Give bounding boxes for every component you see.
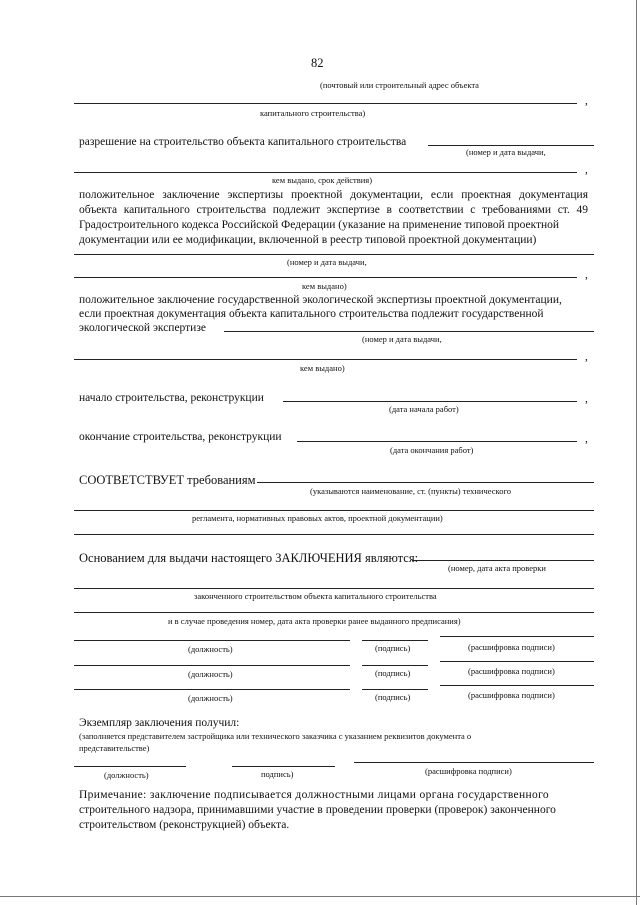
end-label: окончание строительства, реконструкции: [79, 431, 282, 443]
expertise-issued-line[interactable]: [74, 277, 577, 278]
expertise-paragraph-text: положительное заключение экспертизы проектной документации, если проектная документация объекта капитального строительства подлежит экспертизе в соответствии с требованиями ст. 49 Градостроительного кодекса Российской Федерации (указание на применение типовой проектной: [79, 189, 588, 231]
sig1-decoding-caption: (расшифровка подписи): [468, 642, 555, 652]
complies-label: СООТВЕТСТВУЕТ требованиям: [79, 473, 256, 487]
received-position-caption: (должность): [104, 770, 149, 780]
start-caption: (дата начала работ): [389, 404, 459, 414]
sig1-signature-line[interactable]: [362, 640, 428, 641]
scan-border-right: [636, 0, 637, 905]
expertise-caption-issued: кем выдано): [302, 281, 347, 291]
comma: ,: [585, 351, 588, 363]
received-position-line[interactable]: [74, 766, 186, 767]
expertise-paragraph: [79, 188, 588, 248]
comma: ,: [585, 269, 588, 281]
received-decoding-caption: (расшифровка подписи): [425, 766, 512, 776]
sig2-position-caption: (должность): [188, 669, 233, 679]
expertise-caption-number: (номер и дата выдачи,: [287, 257, 367, 267]
sig2-decoding-caption: (расшифровка подписи): [468, 666, 555, 676]
received-decoding-line[interactable]: [354, 762, 594, 763]
eco-caption-issued: кем выдано): [300, 363, 345, 373]
complies-line[interactable]: [257, 482, 594, 483]
received-note-1: (заполняется представителем застройщика или технического заказчика с указанием реквизитов документа о: [79, 731, 472, 741]
complies-caption-2: регламента, нормативных правовых актов, проектной документации): [192, 513, 443, 523]
permit-caption-issued: кем выдано, срок действия): [272, 175, 373, 185]
sig3-decoding-caption: (расшифровка подписи): [468, 690, 555, 700]
note-line-2: строительного надзора, принимавшими участие в проведении проверки (проверок) законченного: [79, 804, 556, 816]
sig2-signature-caption: (подпись): [375, 668, 411, 678]
sig1-decoding-line[interactable]: [440, 636, 594, 637]
permit-caption-number: (номер и дата выдачи,: [466, 147, 546, 157]
eco-caption-number: (номер и дата выдачи,: [362, 334, 442, 344]
expertise-paragraph-last: документации или ее модификации, включенной в реестр типовой проектной документации): [79, 234, 537, 246]
eco-line-1: положительное заключение государственной экологической экспертизы проектной документации,: [79, 294, 562, 306]
basis-caption-right: (номер, дата акта проверки: [448, 563, 546, 573]
address-line[interactable]: [74, 103, 577, 104]
sig3-position-caption: (должность): [188, 693, 233, 703]
eco-issued-line[interactable]: [74, 359, 577, 360]
sig3-position-line[interactable]: [74, 689, 350, 690]
basis-caption-mid: законченного строительством объекта капитального строительства: [194, 591, 437, 601]
permit-line[interactable]: [428, 145, 594, 146]
basis-caption-prev: и в случае проведения номер, дата акта проверки ранее выданного предписания): [168, 616, 461, 626]
received-note-2: представительстве): [79, 743, 150, 753]
end-caption: (дата окончания работ): [390, 445, 474, 455]
comma: ,: [585, 164, 588, 176]
sig2-signature-line[interactable]: [362, 665, 428, 666]
note-line-3: строительством (реконструкцией) объекта.: [79, 819, 290, 831]
complies-line-3[interactable]: [74, 534, 594, 535]
received-signature-line[interactable]: [232, 766, 335, 767]
sig2-decoding-line[interactable]: [440, 661, 594, 662]
received-label: Экземпляр заключения получил:: [79, 717, 240, 729]
basis-label: Основанием для выдачи настоящего ЗАКЛЮЧЕНИЯ являются:: [79, 551, 419, 565]
sig1-position-line[interactable]: [74, 640, 350, 641]
eco-line-3: экологической экспертизе: [79, 322, 206, 334]
comma: ,: [585, 393, 588, 405]
eco-number-line[interactable]: [224, 331, 594, 332]
address-caption-top: (почтовый или строительный адрес объекта: [320, 80, 479, 90]
comma: ,: [585, 433, 588, 445]
complies-line-2[interactable]: [74, 510, 594, 511]
end-date-line[interactable]: [297, 441, 577, 442]
sig3-signature-line[interactable]: [362, 689, 428, 690]
note-line-1: Примечание: заключение подписывается должностными лицами органа государственного: [79, 789, 550, 801]
sig2-position-line[interactable]: [74, 665, 350, 666]
permit-issued-line[interactable]: [74, 172, 577, 173]
received-signature-caption: подпись): [261, 769, 294, 779]
scan-border-bottom: [0, 896, 640, 897]
basis-line[interactable]: [412, 560, 594, 561]
start-label: начало строительства, реконструкции: [79, 392, 264, 404]
sig3-signature-caption: (подпись): [375, 692, 411, 702]
start-date-line[interactable]: [283, 401, 577, 402]
permit-label: разрешение на строительство объекта капитального строительства: [79, 136, 407, 148]
sig3-decoding-line[interactable]: [440, 685, 594, 686]
complies-caption-1: (указываются наименование, ст. (пункты) технического: [310, 486, 511, 496]
page-number: 82: [311, 56, 324, 70]
eco-line-2: если проектная документация объекта капитального строительства подлежит государственной: [79, 308, 544, 320]
expertise-number-line[interactable]: [74, 254, 594, 255]
sig1-signature-caption: (подпись): [375, 643, 411, 653]
address-caption-bottom: капитального строительства): [260, 108, 366, 118]
sig1-position-caption: (должность): [188, 644, 233, 654]
basis-line-3[interactable]: [74, 612, 594, 613]
comma: ,: [585, 95, 588, 107]
basis-line-2[interactable]: [74, 588, 594, 589]
